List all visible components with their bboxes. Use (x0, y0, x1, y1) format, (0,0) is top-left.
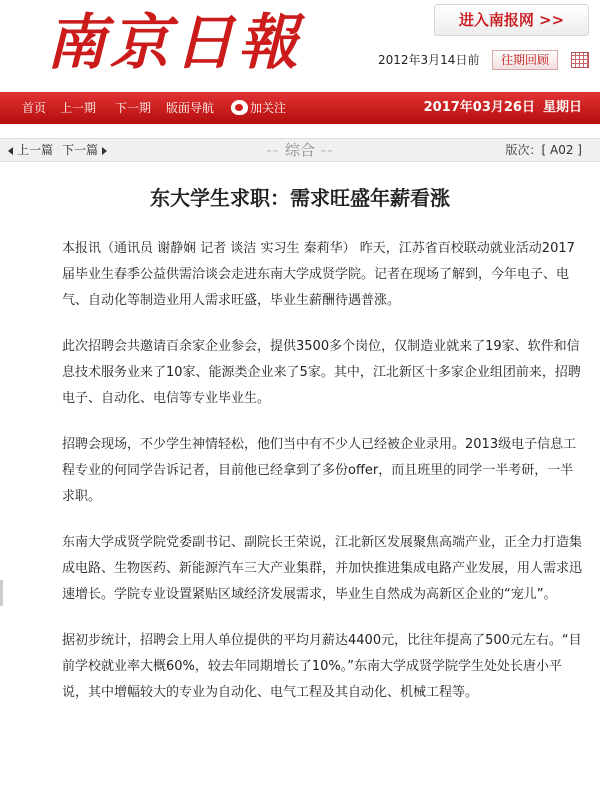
next-article-link[interactable] (62, 139, 107, 161)
masthead (0, 0, 600, 88)
arrow-left-icon (8, 147, 13, 155)
nav-home[interactable]: 首页 (22, 101, 47, 115)
nav-layout[interactable]: 版面导航 (166, 101, 215, 115)
weibo-icon[interactable] (231, 100, 248, 115)
main-nav-bar (0, 92, 600, 124)
section-name: 综合 (284, 141, 315, 159)
article-paragraph: 此次招聘会共邀请百余家企业参会，提供3500多个岗位，仅制造业就来了19家、软件和信息技术服务业来了10家、能源类企业来了5家。其中，江北新区十多家企业组团前来，招聘电子、自动化、电信等专业毕业生。 (62, 339, 581, 406)
article-paragraph: 本报讯（通讯员 谢静娴 记者 谈洁 实习生 秦莉华） 昨天，江苏省百校联动就业活动2017届毕业生春季公益供需洽谈会走进东南大学成贤学院。记者在现场了解到，今年电子、电气、自动化等制造业用人需求旺盛，毕业生薪酬待遇普涨。 (62, 241, 575, 308)
next-article-label: 下一篇 (62, 143, 99, 157)
prev-article-link[interactable] (8, 139, 53, 161)
edition-label: 版次：[ A02 ] (505, 143, 582, 157)
section-dash-left: -- (266, 141, 285, 159)
scroll-marker (0, 580, 3, 606)
prev-article-label: 上一篇 (17, 143, 54, 157)
article-nav-bar (0, 138, 600, 162)
calendar-icon[interactable] (571, 52, 589, 68)
issue-weekday: 星期日 (542, 100, 582, 115)
enter-site-button[interactable]: 进入南报网 >> (434, 4, 589, 36)
issue-date-text: 2017年03月26日 (423, 100, 535, 115)
article-title: 东大学生求职：需求旺盛年薪看涨 (150, 186, 450, 210)
newspaper-logo[interactable]: 南京日報 (46, 8, 302, 78)
arrow-right-icon (102, 147, 107, 155)
archive-date-label: 2012年3月14日前 (378, 53, 480, 67)
nav-follow[interactable]: 加关注 (250, 101, 287, 115)
nav-next-issue[interactable]: 下一期 (115, 101, 152, 115)
article-body (62, 236, 582, 726)
issue-date (424, 92, 582, 124)
article-paragraph: 据初步统计，招聘会上用人单位提供的平均月薪达4400元，比往年提高了500元左右。“目前学校就业率大概60%，较去年同期增长了10%。”东南大学成贤学院学生处处长唐小平说，其中增幅较大的专业为自动化、电气工程及其自动化、机械工程等。 (62, 633, 582, 700)
article-paragraph: 招聘会现场，不少学生神情轻松，他们当中有不少人已经被企业录用。2013级电子信息工程专业的何同学告诉记者，目前他已经拿到了多份offer，而且班里的同学一半考研，一半求职。 (62, 437, 577, 504)
article-paragraph: 东南大学成贤学院党委副书记、副院长王荣说，江北新区发展聚焦高端产业，正全力打造集成电路、生物医药、新能源汽车三大产业集群，并加快推进集成电路产业发展，用人需求迅速增长。学院专业设置紧贴区域经济发展需求，毕业生自然成为高新区企业的“宠儿”。 (62, 535, 583, 602)
nav-prev-issue[interactable]: 上一期 (60, 101, 97, 115)
section-dash-right: -- (315, 141, 334, 159)
archive-button[interactable]: 往期回顾 (492, 50, 558, 70)
